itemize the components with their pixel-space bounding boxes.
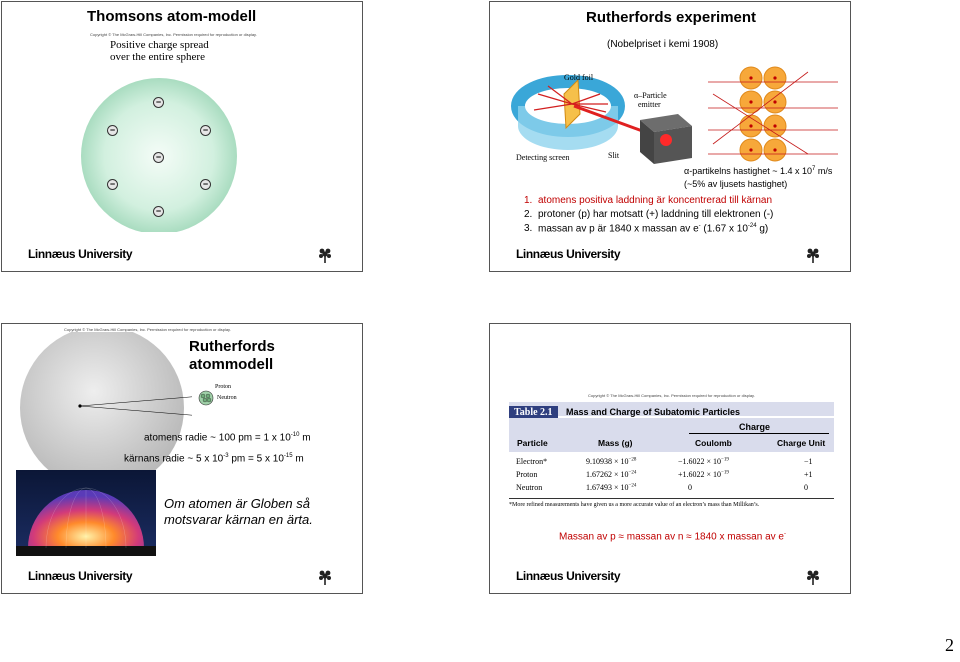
slide-subatomic-table [489,323,851,594]
slide-rutherford-experiment [489,1,851,272]
table-bottom-rule [509,498,834,499]
table-title: Mass and Charge of Subatomic Particles [565,407,741,417]
title-line: Rutherfords [189,338,275,355]
label-emitter [634,91,667,109]
col-particle: Particle [517,438,548,448]
charge-header: Charge [739,422,771,432]
caption-line: Positive charge spread [110,39,209,51]
gold-nucleus [749,100,752,103]
gold-nucleus [749,124,752,127]
label-emitter-word: emitter [638,100,661,109]
table-header [509,418,834,452]
university-logo-icon [806,569,820,585]
electron-icon: − [153,152,164,163]
globe-line: motsvarar kärnan en ärta. [164,512,313,527]
page-number: 2 [945,635,954,655]
mass-note: Massan av p ≈ massan av n ≈ 1840 x massan av e- [559,531,786,543]
copyright-note: Copyright © The McGraw-Hill Companies, Inc. Permission required for reproduction or display. [90,32,257,37]
caption [110,39,209,63]
electron-icon: − [107,125,118,136]
speed-note: (~5% av ljusets hastighet) [684,179,788,189]
table-title-bar [509,402,834,416]
electron-icon: − [107,179,118,190]
copyright-note: Copyright © The McGraw-Hill Companies, Inc. Permission required for reproduction or display. [588,393,755,398]
nucleus-radius: kärnans radie ~ 5 x $10^{-3}$ pm = 5 x $10^{-15}$ m [124,453,304,465]
slide-title [189,338,275,374]
col-mass: Mass (g) [598,438,633,448]
table-footnote: *More refined measurements have given us a more accurate value of an electron’s mass than Millikan’s. [509,502,760,508]
gold-nucleus [773,148,776,151]
alpha-speed [684,166,832,176]
footer-university: Linnæus University [28,569,133,583]
caption-line: over the entire sphere [110,51,205,63]
gold-nucleus [749,148,752,151]
copyright-note: Copyright © The McGraw-Hill Companies, Inc. Permission required for reproduction or display. [64,327,231,332]
footer-university: Linnæus University [516,569,621,583]
gold-nucleus [773,76,776,79]
col-charge-unit: Charge Unit [777,438,826,448]
col-coulomb: Coulomb [695,438,732,448]
title-line: atommodell [189,356,274,373]
gold-nucleus [773,100,776,103]
speed-exp: 7 [812,166,816,172]
nucleus-icon [196,388,216,408]
label-proton: Proton [215,384,232,390]
charge-rule [689,433,829,434]
label-slit: Slit [608,151,620,160]
gold-nucleus [749,76,752,79]
slide-title: Thomsons atom-modell [87,8,257,25]
slide-thomson [1,1,363,272]
finding-item: 1. atomens positiva laddning är koncentrerad till kärnan [524,195,773,206]
electron-icon: − [200,125,211,136]
globe-comparison [164,496,313,528]
university-logo-icon [318,247,332,263]
footer-university: Linnæus University [516,247,621,261]
footer-university: Linnæus University [28,247,133,261]
experiment-diagram [508,64,848,164]
atom-radius: atomens radie ~ 100 pm = 1 x $10^{-10}$ m [144,432,311,444]
slide-subtitle: (Nobelpriset i kemi 1908) [607,39,719,50]
speed-unit: m/s [815,166,833,176]
label-detecting-screen: Detecting screen [516,153,570,162]
electron-icon: − [153,206,164,217]
electron-icon: − [200,179,211,190]
gold-nucleus [773,124,776,127]
label-alpha: α–Particle [634,91,667,100]
electron-icon: − [153,97,164,108]
globen-photo [16,470,156,556]
slide-title: Rutherfords experiment [586,9,757,26]
globe-line: Om atomen är Globen så [164,496,310,511]
table-tag: Table 2.1 [509,406,558,420]
finding-item: 3. massan av p är 1840 x massan av e- (1.67 x $10^{-24}$ g) [524,223,769,235]
label-gold-foil: Gold foil [564,73,594,82]
university-logo-icon [318,569,332,585]
label-neutron: Neutron [217,395,237,401]
table-body: Electron* $9.10938 \times 10^{-28}$ $-1.6022 \times 10^{-19}$ −1 Proton $1.67262 \times 10^{-24}$ $+1.6022 \times 10^{-19}$ +1 Neutron $1.67493 \times 10^{-24}$ 0 0 [516,457,813,492]
speed-text: α-partikelns hastighet ~ 1.4 x 10 [684,166,813,176]
finding-item: 2. protoner (p) har motsatt (+) laddning till elektronen (-) [524,209,774,220]
slide-rutherford-model [1,323,363,594]
university-logo-icon [806,247,820,263]
